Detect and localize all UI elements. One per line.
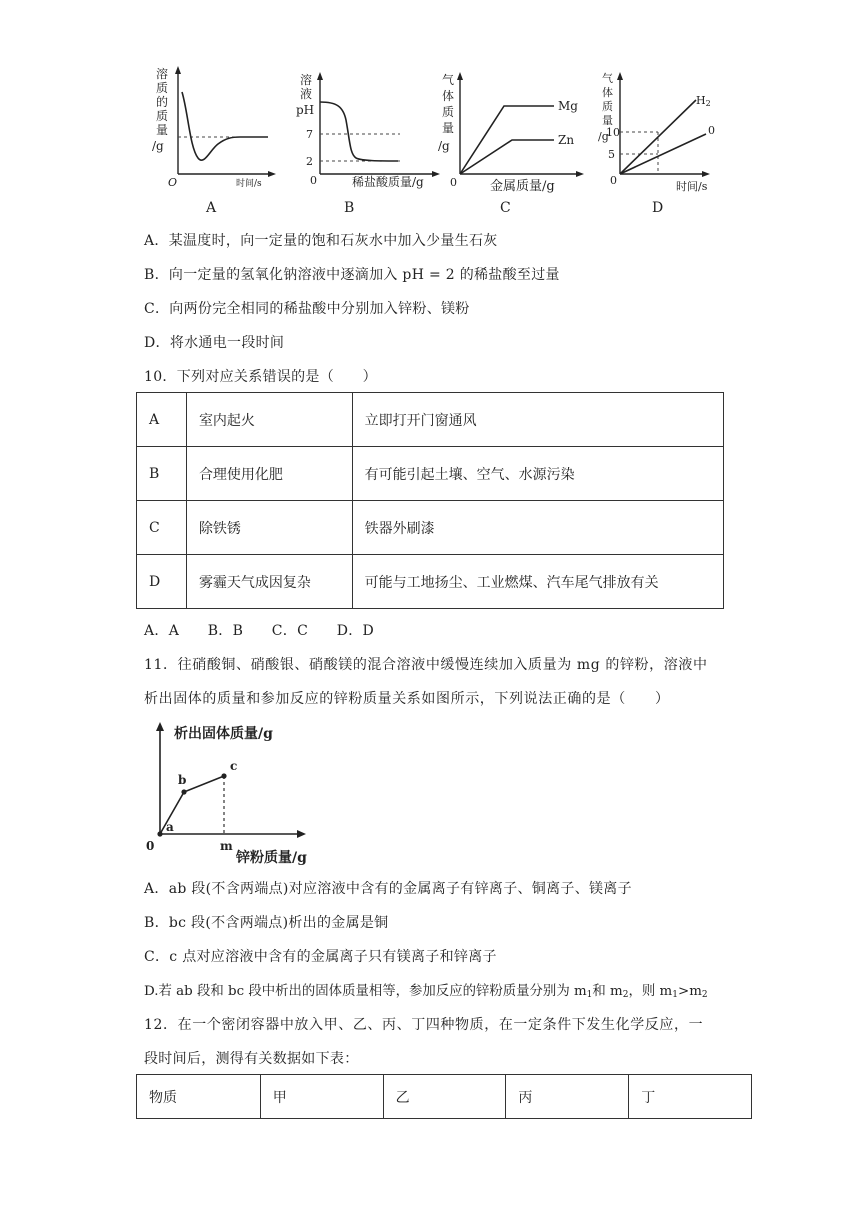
figure-c-series-mg: Mg xyxy=(558,99,578,113)
figure-b-tick-7: 7 xyxy=(306,128,313,141)
q12-table xyxy=(136,1074,752,1119)
table-cell: 除铁锈 xyxy=(186,501,352,555)
figure-c xyxy=(438,72,584,216)
table-header-row xyxy=(137,1075,752,1119)
figure-a-caption: A xyxy=(206,200,217,216)
table-cell: C xyxy=(137,501,187,555)
q11-label-m: m xyxy=(220,839,233,853)
figure-d-origin: 0 xyxy=(610,174,617,187)
figure-d-tick-5: 5 xyxy=(608,148,615,161)
figure-d-ylabel-char: 气 xyxy=(602,72,613,85)
figure-d-caption: D xyxy=(652,200,664,216)
table-cell: 丙 xyxy=(506,1075,629,1119)
table-cell: A xyxy=(137,393,187,447)
q11-label-b: b xyxy=(178,773,187,787)
table-cell: 铁器外刷漆 xyxy=(352,501,723,555)
table-cell: 甲 xyxy=(260,1075,383,1119)
table-cell: 雾霾天气成因复杂 xyxy=(186,555,352,609)
q11-option-d-sub: 1 xyxy=(586,990,593,1000)
q11-option-d-text: >m xyxy=(677,984,702,999)
q11-option-d-text: D.若 ab 段和 bc 段中析出的固体质量相等，参加反应的锌粉质量分别为 m xyxy=(144,984,587,999)
figure-b-origin: 0 xyxy=(310,174,317,187)
figure-c-series-zn: Zn xyxy=(558,133,575,147)
table-cell: 乙 xyxy=(383,1075,506,1119)
figure-b-y-arrow xyxy=(317,72,323,80)
figure-c-origin: 0 xyxy=(450,176,457,189)
q11-point-a xyxy=(157,831,162,836)
table-row xyxy=(137,555,724,609)
table-row xyxy=(137,393,724,447)
table-cell: 可能与工地扬尘、工业燃煤、汽车尾气排放有关 xyxy=(352,555,723,609)
q9-option-b: B．向一定量的氢氧化钠溶液中逐滴加入 pH = 2 的稀盐酸至过量 xyxy=(144,267,560,283)
figure-a-curve xyxy=(182,92,268,160)
q11-stem-line2: 析出固体的质量和参加反应的锌粉质量关系如图所示，下列说法正确的是（ ） xyxy=(144,691,670,707)
figure-a-ylabel-char: 质 xyxy=(156,81,169,95)
figure-d-ylabel-char: 量 xyxy=(602,114,613,127)
figure-d-y-arrow xyxy=(617,72,623,80)
q11-stem-line1: 11．往硝酸铜、硝酸银、硝酸镁的混合溶液中缓慢连续加入质量为 mg 的锌粉，溶液中 xyxy=(144,657,708,673)
figure-b-caption: B xyxy=(344,200,355,216)
figure-d-ylabel-char: 质 xyxy=(602,100,613,113)
q11-option-d-sub: 2 xyxy=(701,990,708,1000)
figure-d-tick-10: 10 xyxy=(606,126,620,139)
figure-a-xlabel: 时间/s xyxy=(236,179,262,189)
figure-d-xlabel: 时间/s xyxy=(676,180,708,193)
q11-ylabel: 析出固体质量/g xyxy=(174,726,273,742)
figure-b xyxy=(296,72,440,216)
q9-option-c: C．向两份完全相同的稀盐酸中分别加入锌粉、镁粉 xyxy=(144,301,470,317)
q11-label-c: c xyxy=(230,759,238,773)
table-cell: 有可能引起土壤、空气、水源污染 xyxy=(352,447,723,501)
figure-d-ylabel-char: /g xyxy=(598,130,609,143)
figure-a-x-arrow xyxy=(268,171,276,177)
figure-a-ylabel xyxy=(152,66,168,153)
figure-b-ylabel-char: 液 xyxy=(300,87,313,101)
figure-c-x-arrow xyxy=(576,171,584,177)
table-cell: 丁 xyxy=(629,1075,752,1119)
q11-label-a: a xyxy=(166,820,174,834)
q11-option-d-text: 和 m xyxy=(592,984,623,999)
q11-xlabel: 锌粉质量/g xyxy=(236,850,307,866)
q11-option-c: C．c 点对应溶液中含有的金属离子只有镁离子和锌离子 xyxy=(144,949,497,965)
figure-a xyxy=(152,66,276,216)
q11-point-c xyxy=(221,773,226,778)
figure-d-series-o2: 0 xyxy=(708,124,715,137)
figure-a-ylabel-char: 质 xyxy=(156,109,169,123)
figure-c-y-arrow xyxy=(457,72,463,80)
figure-b-xlabel: 稀盐酸质量/g xyxy=(352,175,424,189)
q10-answer-choices: A．A B．B C．C D．D xyxy=(144,623,375,639)
table-cell: D xyxy=(137,555,187,609)
figure-d-ylabel-char: 体 xyxy=(602,86,613,99)
q11-option-d-sub: 1 xyxy=(672,990,678,1000)
figure-c-line-zn xyxy=(460,140,554,174)
figure-a-ylabel-char: /g xyxy=(152,139,164,153)
figure-c-ylabel-char: 量 xyxy=(442,121,455,135)
q9-option-a: A．某温度时，向一定量的饱和石灰水中加入少量生石灰 xyxy=(144,233,498,249)
table-row xyxy=(137,501,724,555)
figure-c-ylabel-char: /g xyxy=(438,139,450,153)
q11-option-a: A．ab 段(不含两端点)对应溶液中含有的金属离子有锌离子、铜离子、镁离子 xyxy=(144,881,632,897)
figure-b-ylabel-char: 溶 xyxy=(300,73,313,87)
figure-c-xlabel: 金属质量/g xyxy=(490,179,555,194)
table-row xyxy=(137,447,724,501)
figure-b-curve xyxy=(320,102,398,161)
figure-c-caption: C xyxy=(500,200,511,216)
figure-b-x-arrow xyxy=(432,171,440,177)
table-cell: 立即打开门窗通风 xyxy=(352,393,723,447)
q12-stem-line2: 段时间后，测得有关数据如下表： xyxy=(144,1051,359,1067)
table-cell: 室内起火 xyxy=(186,393,352,447)
q12-stem-line1: 12．在一个密闭容器中放入甲、乙、丙、丁四种物质，在一定条件下发生化学反应，一 xyxy=(144,1017,704,1033)
q11-y-arrow xyxy=(156,722,164,731)
q11-option-d xyxy=(144,980,708,1000)
figure-d-x-arrow xyxy=(702,171,710,177)
q11-x-arrow xyxy=(297,830,306,838)
table-cell: 物质 xyxy=(137,1075,261,1119)
figure-a-ylabel-char: 溶 xyxy=(156,67,169,81)
q10-stem: 10．下列对应关系错误的是（ ） xyxy=(144,369,377,385)
figure-c-ylabel-char: 体 xyxy=(442,89,455,103)
figure-a-ylabel-char: 量 xyxy=(156,123,169,137)
figure-strip xyxy=(140,62,740,222)
q9-option-d: D．将水通电一段时间 xyxy=(144,335,285,351)
figure-b-tick-2: 2 xyxy=(306,155,313,168)
q11-graph xyxy=(140,718,340,868)
q10-table xyxy=(136,392,724,609)
figure-a-origin: O xyxy=(168,176,178,189)
figure-c-ylabel-char: 气 xyxy=(442,73,455,87)
figure-c-ylabel-char: 质 xyxy=(442,105,455,119)
table-cell: 合理使用化肥 xyxy=(186,447,352,501)
q11-option-b: B．bc 段(不含两端点)析出的金属是铜 xyxy=(144,915,389,931)
q11-option-d-sub: 2 xyxy=(622,990,629,1000)
q11-origin: 0 xyxy=(146,839,155,853)
figure-d-series-h2: H2 xyxy=(696,94,711,108)
q11-option-d-text: ，则 m xyxy=(628,984,673,999)
table-cell: B xyxy=(137,447,187,501)
figure-b-ylabel-char: pH xyxy=(296,103,315,117)
figure-a-y-arrow xyxy=(175,66,181,74)
figure-d xyxy=(598,71,715,216)
q11-point-b xyxy=(181,789,186,794)
figure-a-ylabel-char: 的 xyxy=(156,95,169,109)
